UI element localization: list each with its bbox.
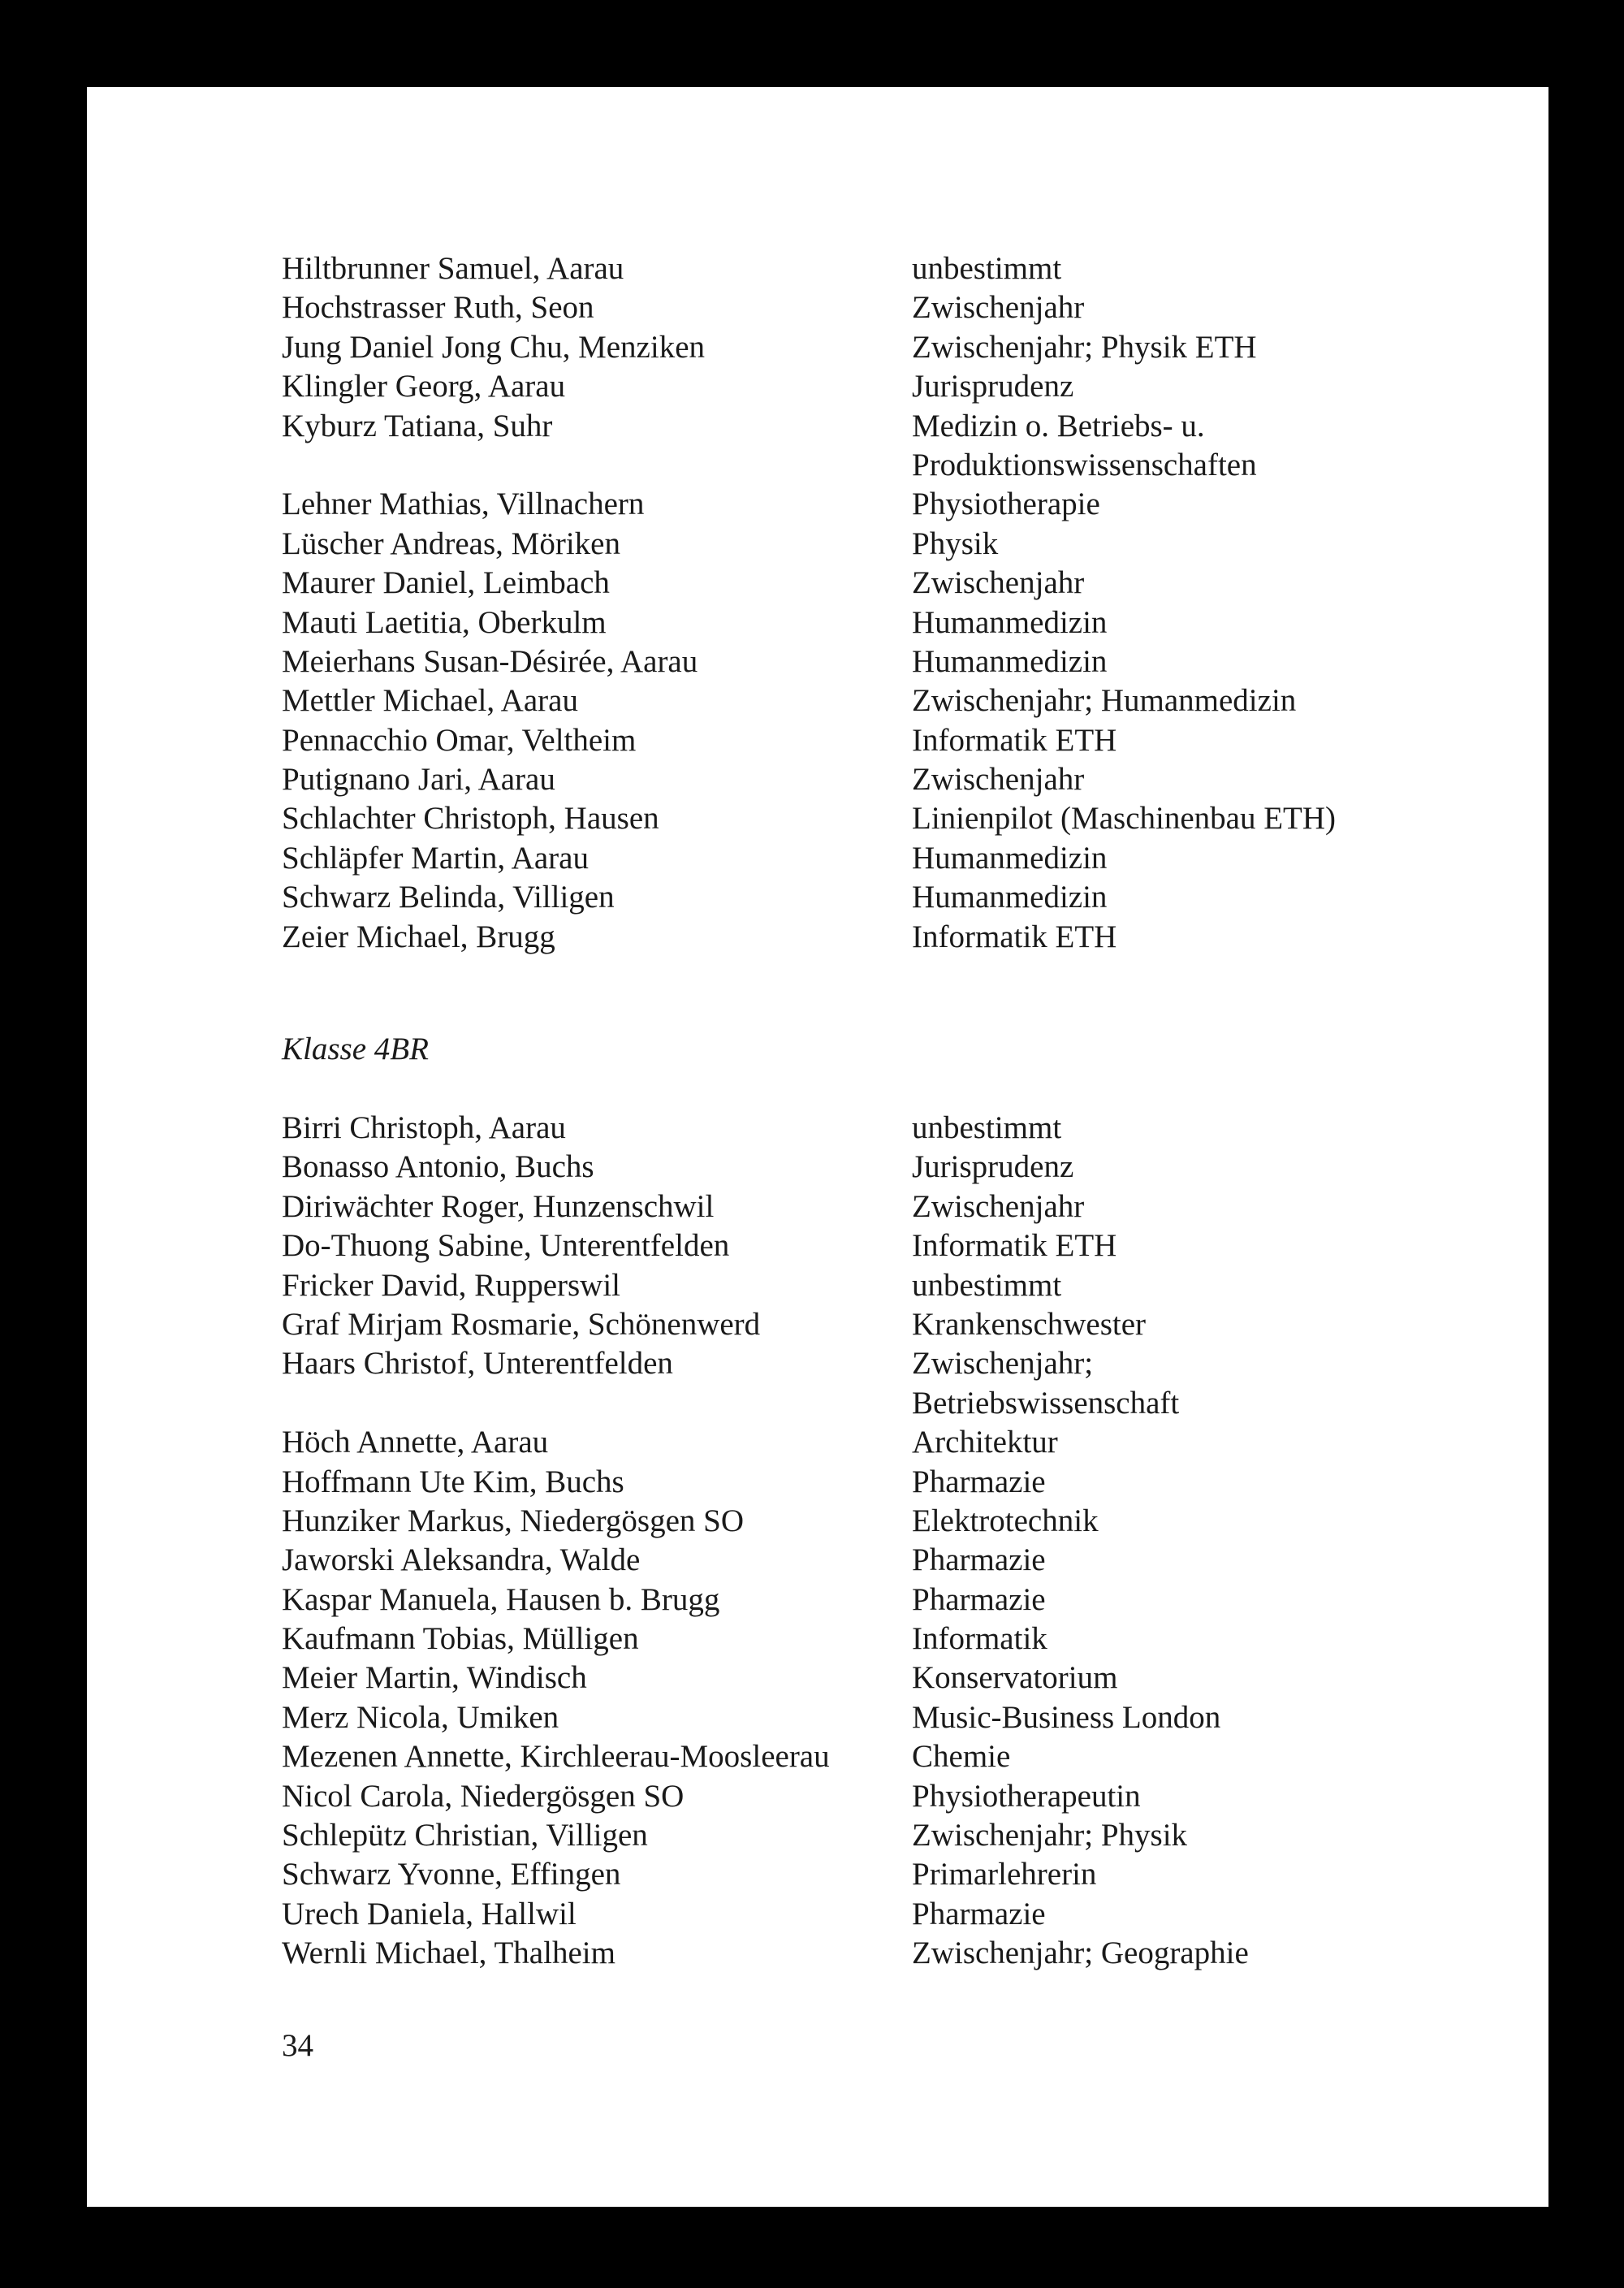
table-row [282,288,1500,327]
table-row [282,1109,1500,1148]
student-name: Schlepütz Christian, Villigen [282,1818,648,1853]
student-name: Do-Thuong Sabine, Unterentfelden [282,1228,730,1264]
table-row [282,1305,1500,1344]
student-list-section-2 [282,1109,1500,1974]
student-name: Hiltbrunner Samuel, Aarau [282,251,624,286]
study-plan: Humanmedizin [912,880,1108,915]
study-plan: Medizin o. Betriebs- u. [912,408,1205,443]
student-name: Schlachter Christoph, Hausen [282,801,659,837]
student-name: Höch Annette, Aarau [282,1425,549,1460]
student-name: Klingler Georg, Aarau [282,369,566,404]
study-plan: Zwischenjahr; Physik ETH [912,329,1257,365]
student-name: Jaworski Aleksandra, Walde [282,1542,641,1578]
table-row [282,1816,1500,1855]
student-name: Wernli Michael, Thalheim [282,1936,615,1971]
student-name: Kyburz Tatiana, Suhr [282,408,553,443]
student-name: Meier Martin, Windisch [282,1660,587,1696]
study-plan: Pharmazie [912,1464,1046,1499]
student-name: Diriwächter Roger, Hunzenschwil [282,1188,715,1224]
study-plan: Betriebswissenschaft [912,1385,1180,1421]
table-row [282,1148,1500,1187]
student-name: Jung Daniel Jong Chu, Menziken [282,329,706,365]
table-row [282,721,1500,760]
table-row [282,1463,1500,1502]
study-plan: Informatik ETH [912,722,1117,758]
student-name: Schwarz Yvonne, Effingen [282,1857,621,1892]
study-plan: Zwischenjahr; Geographie [912,1936,1249,1971]
table-row [282,1620,1500,1659]
study-plan: Konservatorium [912,1660,1118,1696]
student-name: Lüscher Andreas, Möriken [282,526,620,561]
table-row [282,1737,1500,1776]
student-list-section-1 [282,249,1500,957]
table-row [282,799,1500,838]
study-plan: Informatik ETH [912,1228,1117,1264]
study-plan: Zwischenjahr; Physik [912,1818,1188,1853]
student-name: Graf Mirjam Rosmarie, Schönenwerd [282,1306,761,1342]
study-plan: Architektur [912,1425,1058,1460]
table-row [282,1895,1500,1934]
table-row [282,839,1500,878]
study-plan: Humanmedizin [912,643,1108,679]
study-plan: Informatik [912,1621,1047,1657]
student-name: Bonasso Antonio, Buchs [282,1149,594,1185]
student-name: Kaufmann Tobias, Mülligen [282,1621,639,1657]
table-row [282,1423,1500,1462]
study-plan: unbestimmt [912,1267,1062,1303]
table-row [282,681,1500,720]
table-row [282,1855,1500,1894]
study-plan: Elektrotechnik [912,1503,1099,1538]
study-plan: Primarlehrerin [912,1857,1097,1892]
study-plan: Produktionswissenschaften [912,447,1257,482]
table-row [282,1187,1500,1226]
table-row [282,1659,1500,1698]
study-plan: Humanmedizin [912,840,1108,876]
study-plan: Krankenschwester [912,1306,1147,1342]
study-plan: Physiotherapeutin [912,1778,1141,1814]
study-plan: Informatik ETH [912,919,1117,954]
student-name: Meierhans Susan-Désirée, Aarau [282,643,698,679]
student-name: Birri Christoph, Aarau [282,1110,566,1145]
table-row [282,446,1500,485]
table-row [282,1502,1500,1541]
table-row [282,249,1500,288]
table-row [282,1777,1500,1816]
student-name: Hoffmann Ute Kim, Buchs [282,1464,624,1499]
study-plan: Linienpilot (Maschinenbau ETH) [912,801,1337,837]
student-name: Urech Daniela, Hallwil [282,1896,577,1931]
student-name: Fricker David, Rupperswil [282,1267,621,1303]
study-plan: Music-Business London [912,1699,1221,1735]
student-name: Pennacchio Omar, Veltheim [282,722,637,758]
table-row [282,1266,1500,1305]
study-plan: Zwischenjahr; Humanmedizin [912,683,1297,719]
table-row [282,328,1500,367]
table-row [282,878,1500,917]
student-name: Hunziker Markus, Niedergösgen SO [282,1503,745,1538]
study-plan: Jurisprudenz [912,1149,1074,1185]
table-row [282,1934,1500,1973]
table-row [282,1344,1500,1383]
student-name: Schwarz Belinda, Villigen [282,880,615,915]
student-name: Zeier Michael, Brugg [282,919,555,954]
table-row [282,760,1500,799]
table-row [282,1698,1500,1737]
table-row [282,367,1500,406]
table-row [282,407,1500,446]
table-row [282,918,1500,957]
study-plan: Physik [912,526,999,561]
study-plan: Pharmazie [912,1581,1046,1617]
student-name: Mezenen Annette, Kirchleerau-Moosleerau [282,1739,830,1775]
student-name: Merz Nicola, Umiken [282,1699,559,1735]
table-row [282,1384,1500,1423]
student-name: Mettler Michael, Aarau [282,683,578,719]
study-plan: Humanmedizin [912,604,1108,640]
table-row [282,1226,1500,1265]
study-plan: unbestimmt [912,251,1062,286]
document-page [87,87,1548,2207]
study-plan: Jurisprudenz [912,369,1074,404]
student-name: Nicol Carola, Niedergösgen SO [282,1778,685,1814]
study-plan: unbestimmt [912,1110,1062,1145]
table-row [282,564,1500,603]
study-plan: Chemie [912,1739,1011,1775]
study-plan: Physiotherapie [912,487,1100,522]
student-name: Lehner Mathias, Villnachern [282,487,645,522]
class-heading: Klasse 4BR [282,1032,429,1066]
student-name: Hochstrasser Ruth, Seon [282,290,594,326]
student-name: Maurer Daniel, Leimbach [282,565,610,601]
table-row [282,603,1500,642]
student-name: Mauti Laetitia, Oberkulm [282,604,607,640]
study-plan: Zwischenjahr; [912,1346,1094,1382]
student-name: Schläpfer Martin, Aarau [282,840,589,876]
table-row [282,485,1500,524]
table-row [282,1541,1500,1580]
study-plan: Zwischenjahr [912,565,1085,601]
student-name: Haars Christof, Unterentfelden [282,1346,673,1382]
study-plan: Pharmazie [912,1542,1046,1578]
student-name: Putignano Jari, Aarau [282,762,555,798]
study-plan: Zwischenjahr [912,290,1085,326]
page-number: 34 [282,2028,313,2063]
table-row [282,1581,1500,1620]
study-plan: Zwischenjahr [912,1188,1085,1224]
table-row [282,525,1500,564]
table-row [282,642,1500,681]
study-plan: Pharmazie [912,1896,1046,1931]
student-name: Kaspar Manuela, Hausen b. Brugg [282,1581,720,1617]
study-plan: Zwischenjahr [912,762,1085,798]
